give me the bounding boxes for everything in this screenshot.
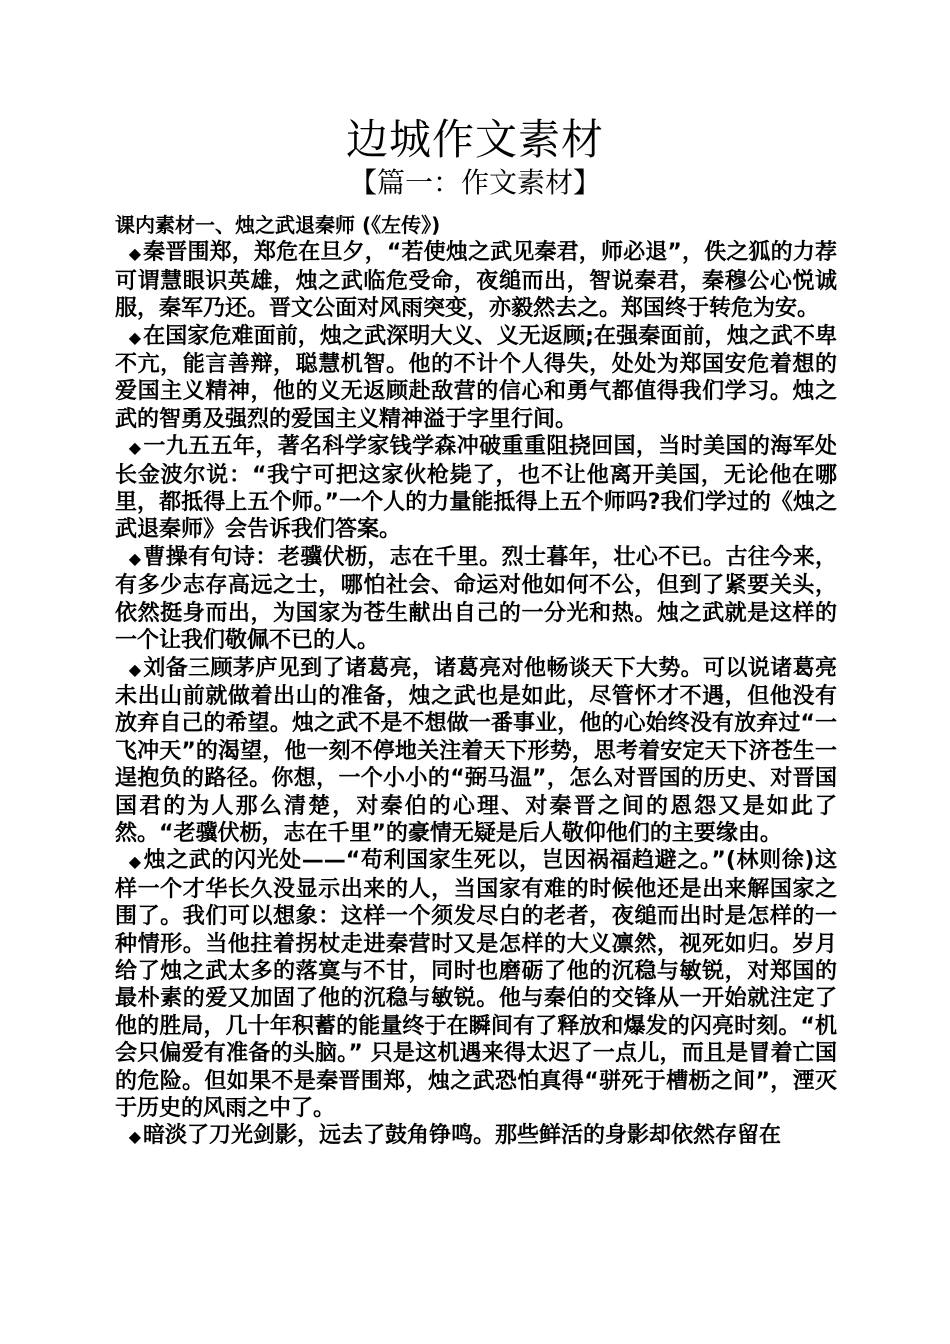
paragraph bbox=[115, 239, 837, 322]
section-heading: 课内素材一、烛之武退秦师 (《左传》) bbox=[115, 213, 441, 237]
paragraph-text: 暗淡了刀光剑影，远去了鼓角铮鸣。那些鲜活的身影却依然存留在 bbox=[143, 1123, 782, 1149]
paragraph bbox=[115, 847, 837, 1122]
bullet-icon: ◆ bbox=[128, 438, 141, 458]
document-body bbox=[115, 212, 837, 1151]
page-title: 边城作文素材 bbox=[345, 115, 604, 164]
page-subtitle: 【篇一：作文素材】 bbox=[348, 166, 601, 199]
bullet-icon: ◆ bbox=[128, 852, 141, 872]
paragraph-text: 秦晋围郑，郑危在旦夕，“若使烛之武见秦君，师必退”，佚之狐的力荐可谓慧眼识英雄，烛之武临危受命，夜缒而出，智说秦君，秦穆公心悦诚服，秦军乃还。晋文公面对风雨突变，亦毅然去之。郑国终于转危为安。 bbox=[115, 240, 837, 322]
paragraph bbox=[115, 544, 837, 655]
bullet-icon: ◆ bbox=[128, 548, 141, 568]
paragraph bbox=[115, 323, 837, 434]
paragraph-text: 烛之武的闪光处——“苟利国家生死以，岂因祸福趋避之。”(林则徐)这样一个才华长久没显示出来的人，当国家有难的时候他还是出来解国家之围了。我们可以想象：这样一个须发尽白的老者，夜缒而出时是怎样的一种情形。当他拄着拐杖走进秦营时又是怎样的大义凛然，视死如归。岁月给了烛之武太多的落寞与不甘，同时也磨砺了他的沉稳与敏锐，对郑国的最朴素的爱又加固了他的沉稳与敏锐。他与秦伯的交锋从一开始就注定了他的胜局，几十年积蓄的能量终于在瞬间有了释放和爆发的闪亮时刻。“机会只偏爱有准备的头脑。” 只是这机遇来得太迟了一点儿，而且是冒着亡国的危险。但如果不是秦晋围郑，烛之武恐怕真得“骈死于槽枥之间”，湮灭于历史的风雨之中了。 bbox=[115, 848, 837, 1121]
bullet-icon: ◆ bbox=[128, 327, 141, 347]
paragraph bbox=[115, 433, 837, 544]
bullet-icon: ◆ bbox=[128, 1127, 141, 1147]
paragraph-text: 曹操有句诗：老骥伏枥，志在千里。烈士暮年，壮心不已。古往今来，有多少志存高远之士，哪怕社会、命运对他如何不公，但到了紧要关头，依然挺身而出，为国家为苍生献出自己的一分光和热。烛之武就是这样的一个让我们敬佩不已的人。 bbox=[115, 544, 837, 654]
paragraph-text: 一九五五年，著名科学家钱学森冲破重重阻挠回国，当时美国的海军处长金波尔说：“我宁可把这家伙枪毙了，也不让他离开美国，无论他在哪里，都抵得上五个师。”一个人的力量能抵得上五个师吗?我们学过的《烛之武退秦师》会告诉我们答案。 bbox=[115, 434, 837, 543]
paragraph-text: 刘备三顾茅庐见到了诸葛亮，诸葛亮对他畅谈天下大势。可以说诸葛亮未出山前就做着出山的准备，烛之武也是如此，尽管怀才不遇，但他没有放弃自己的希望。烛之武不是不想做一番事业，他的心始终没有放弃过“一飞冲天”的渴望，他一刻不停地关注着天下形势，思考着安定天下济苍生一逞抱负的路径。你想，一个小小的“弼马温”，怎么对晋国的历史、对晋国国君的为人那么清楚，对秦伯的心理、对秦晋之间的恩怨又是如此了然。“老骥伏枥，志在千里”的豪情无疑是后人敬仰他们的主要缘由。 bbox=[115, 655, 837, 846]
paragraph bbox=[115, 655, 837, 848]
bullet-icon: ◆ bbox=[128, 659, 141, 679]
bullet-icon: ◆ bbox=[128, 244, 141, 264]
paragraph-text: 在国家危难面前，烛之武深明大义、义无返顾;在强秦面前，烛之武不卑不亢，能言善辩，聪慧机智。他的不计个人得失，处处为郑国安危着想的爱国主义精神，他的义无返顾赴敌营的信心和勇气都值得我们学习。烛之武的智勇及强烈的爱国主义精神溢于字里行间。 bbox=[115, 323, 837, 432]
paragraph bbox=[115, 1122, 837, 1150]
